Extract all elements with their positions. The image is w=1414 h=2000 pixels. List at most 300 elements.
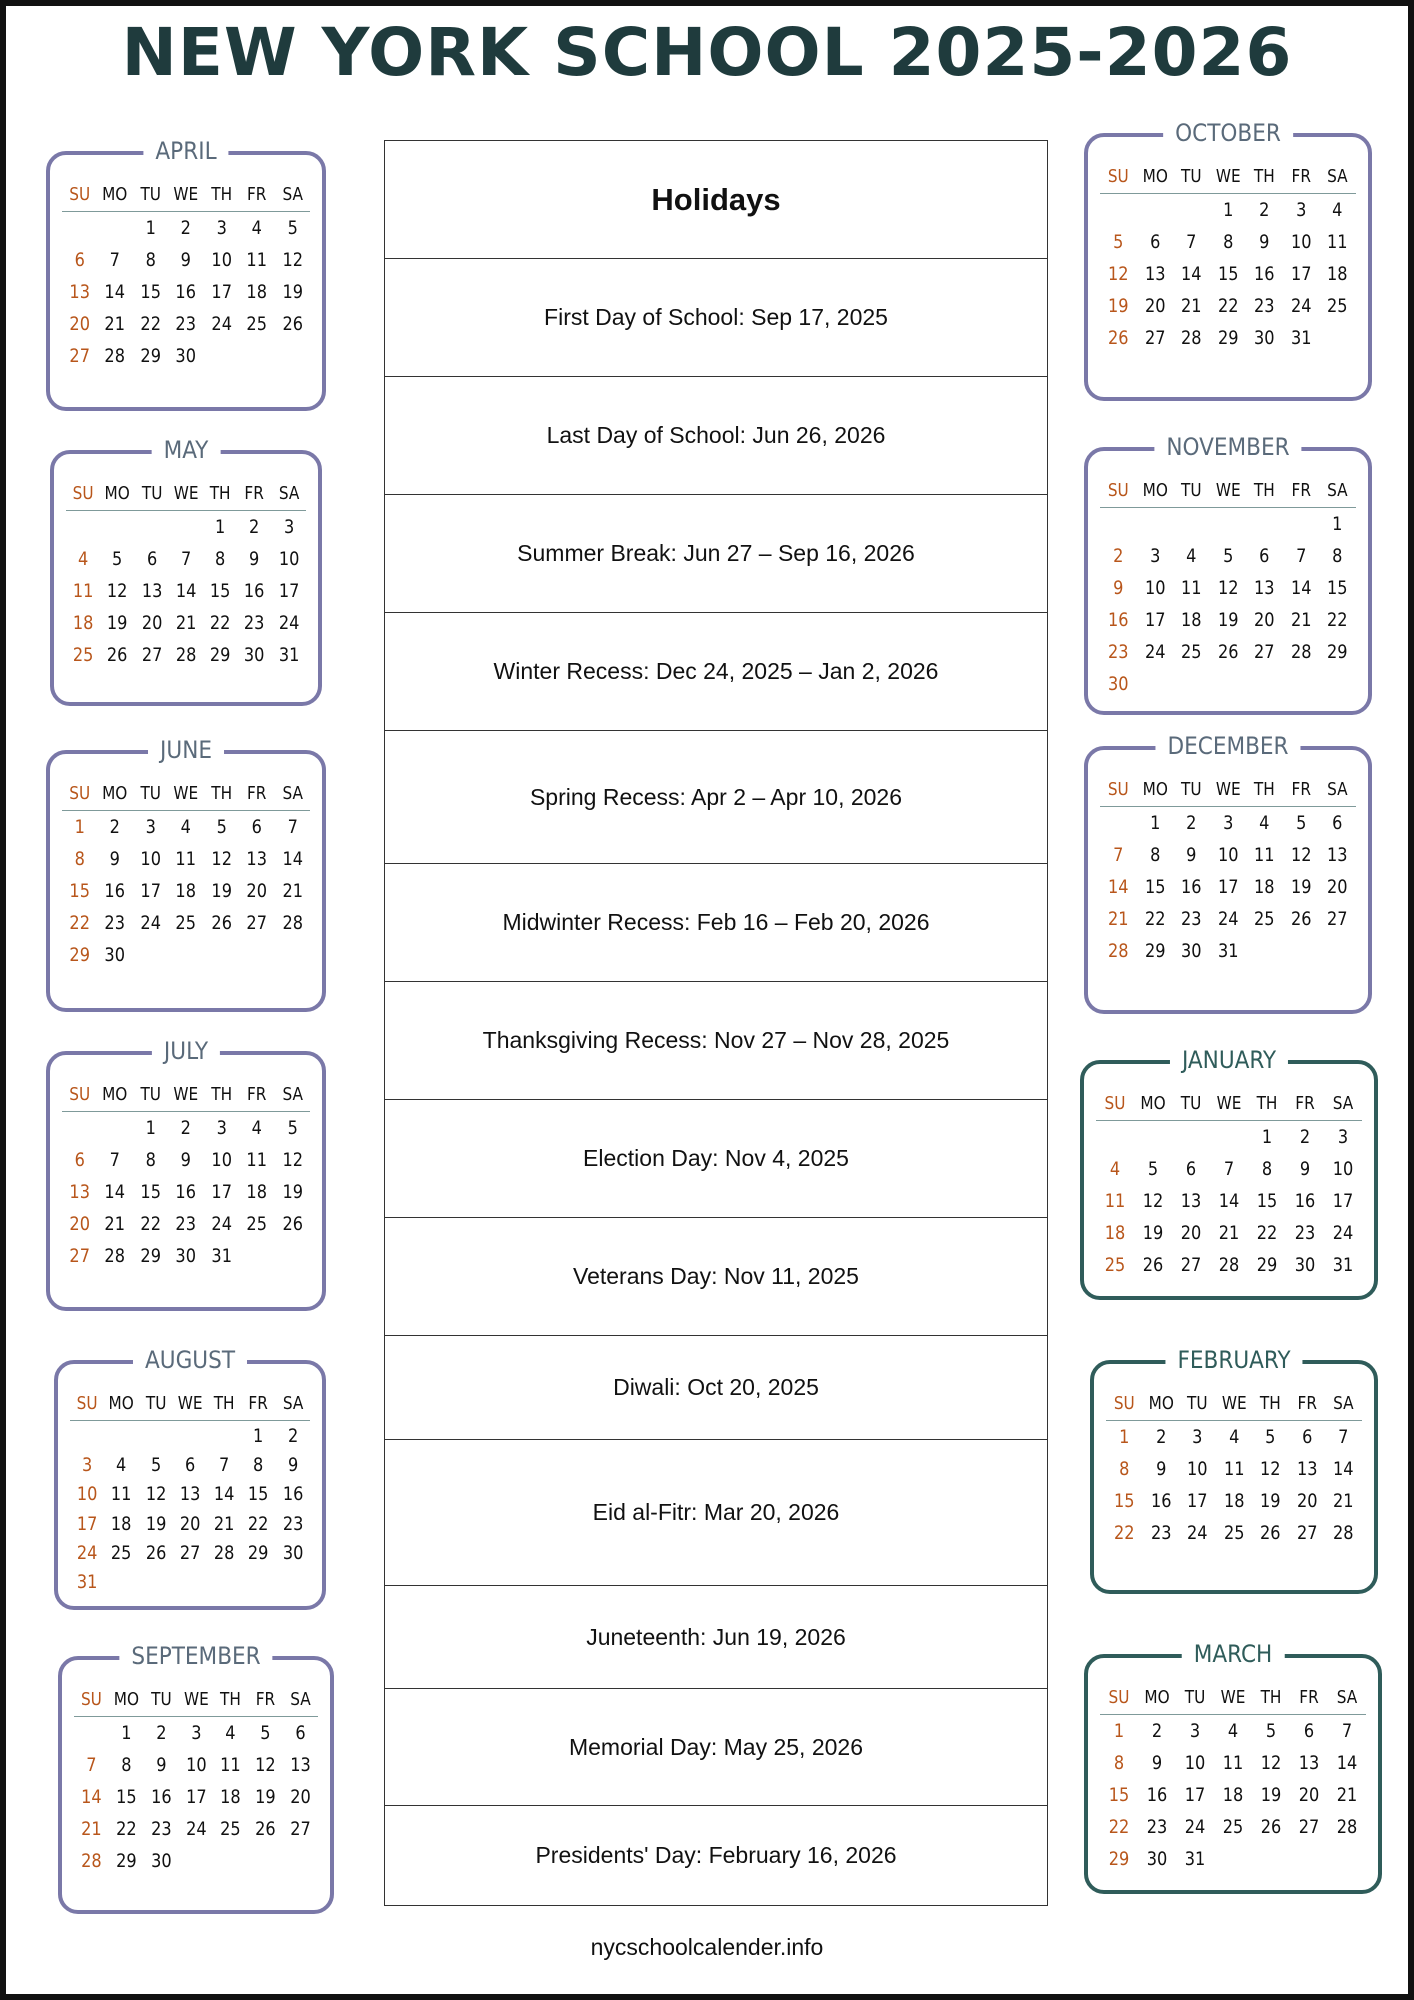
- calendar-day: 26: [1290, 908, 1312, 930]
- calendar-day: 2: [1155, 1426, 1166, 1448]
- calendar-day: 7: [109, 249, 121, 271]
- calendar-day: 2: [287, 1424, 298, 1447]
- calendar-day: 6: [1303, 1720, 1315, 1742]
- calendar-empty-cell: [1176, 508, 1207, 541]
- calendar-day: 15: [140, 1181, 161, 1203]
- calendar-day: 10: [1217, 844, 1239, 866]
- calendar-day: 21: [1290, 609, 1312, 631]
- calendar-day: 15: [140, 281, 161, 303]
- calendar-day: 29: [1256, 1254, 1278, 1276]
- weekday-header: MO: [1139, 772, 1170, 807]
- calendar-may: [50, 436, 322, 706]
- calendar-day: 8: [145, 1149, 156, 1171]
- calendar-day: 26: [281, 1213, 303, 1235]
- calendar-month-title: MARCH: [1182, 1636, 1285, 1672]
- weekday-header: TH: [1249, 473, 1280, 508]
- calendar-day: 17: [278, 580, 300, 602]
- weekday-header: TU: [1175, 1086, 1207, 1121]
- calendar-day: 30: [1146, 1848, 1168, 1870]
- calendar-empty-cell: [1322, 935, 1353, 967]
- calendar-day: 4: [1227, 1720, 1239, 1742]
- calendar-day: 9: [109, 848, 121, 870]
- calendar-day: 1: [145, 1117, 156, 1139]
- calendar-day: 13: [141, 580, 162, 602]
- weekday-header: WE: [1217, 1680, 1249, 1715]
- calendar-empty-cell: [242, 939, 272, 971]
- calendar-day: 3: [1189, 1720, 1201, 1742]
- calendar-day: 23: [175, 1213, 197, 1235]
- calendar-day: 24: [278, 612, 300, 634]
- weekday-header: TH: [206, 1077, 236, 1112]
- calendar-day: 22: [69, 912, 90, 934]
- calendar-empty-cell: [65, 212, 95, 245]
- calendar-day: 22: [209, 612, 231, 634]
- calendar-day: 24: [211, 1213, 232, 1235]
- calendar-day: 14: [1290, 577, 1312, 599]
- calendar-day: 31: [1217, 940, 1239, 962]
- calendar-empty-cell: [181, 1845, 211, 1877]
- weekday-header: WE: [1212, 772, 1243, 807]
- calendar-day: 13: [1254, 577, 1275, 599]
- weekday-header: TU: [137, 476, 166, 511]
- calendar-empty-cell: [277, 340, 307, 372]
- calendar-day: 8: [1119, 1458, 1130, 1480]
- calendar-empty-cell: [1249, 935, 1280, 967]
- calendar-grid: [70, 1386, 310, 1597]
- weekday-header: FR: [242, 1077, 272, 1112]
- calendar-day: 3: [1295, 199, 1307, 221]
- weekday-header: WE: [171, 776, 201, 811]
- calendar-empty-cell: [1175, 1121, 1207, 1154]
- calendar-day: 22: [115, 1818, 137, 1840]
- calendar-empty-cell: [73, 1421, 102, 1451]
- calendar-empty-cell: [251, 1845, 281, 1877]
- calendar-day: 16: [1108, 609, 1129, 631]
- calendar-day: 17: [76, 1512, 98, 1535]
- calendar-day: 6: [146, 548, 157, 570]
- calendar-day: 20: [179, 1512, 201, 1535]
- weekday-header: SU: [65, 776, 95, 811]
- calendar-day: 7: [180, 548, 192, 570]
- calendar-day: 17: [185, 1786, 207, 1808]
- calendar-day: 26: [145, 1541, 166, 1564]
- calendar-day: 29: [209, 644, 231, 666]
- calendar-day: 5: [1222, 545, 1234, 567]
- calendar-day: 26: [281, 313, 303, 335]
- weekday-header: TH: [206, 177, 236, 212]
- holiday-row: Midwinter Recess: Feb 16 – Feb 20, 2026: [385, 864, 1047, 982]
- calendar-day: 27: [1296, 1522, 1318, 1544]
- calendar-day: 10: [211, 1149, 232, 1171]
- calendar-day: 3: [145, 816, 156, 838]
- calendar-day: 20: [1327, 876, 1348, 898]
- holiday-row: First Day of School: Sep 17, 2025: [385, 259, 1047, 377]
- calendar-day: 2: [1151, 1720, 1163, 1742]
- calendar-day: 9: [180, 249, 192, 271]
- calendar-day: 20: [1298, 1784, 1320, 1806]
- calendar-day: 20: [69, 313, 90, 335]
- calendar-empty-cell: [1213, 1121, 1245, 1154]
- calendar-day: 6: [74, 249, 85, 271]
- calendar-empty-cell: [141, 1568, 170, 1597]
- holiday-row: Memorial Day: May 25, 2026: [385, 1689, 1047, 1806]
- calendar-day: 29: [69, 944, 90, 966]
- calendar-day: 10: [1184, 1752, 1206, 1774]
- calendar-day: 31: [1332, 1254, 1354, 1276]
- weekday-header: MO: [107, 1386, 136, 1421]
- calendar-day: 24: [76, 1541, 98, 1564]
- calendar-day: 31: [1184, 1848, 1206, 1870]
- calendar-grid: [1100, 159, 1356, 354]
- calendar-day: 4: [1186, 545, 1197, 567]
- calendar-empty-cell: [286, 1845, 316, 1877]
- calendar-day: 7: [1186, 231, 1197, 253]
- calendar-day: 11: [246, 1149, 268, 1171]
- calendar-day: 1: [1119, 1426, 1130, 1448]
- calendar-day: 12: [281, 1149, 303, 1171]
- calendar-day: 27: [1254, 641, 1275, 663]
- holiday-row: Last Day of School: Jun 26, 2026: [385, 377, 1047, 495]
- calendar-day: 21: [104, 1213, 126, 1235]
- calendar-day: 3: [216, 217, 227, 239]
- calendar-day: 28: [1181, 327, 1202, 349]
- calendar-day: 9: [1155, 1458, 1166, 1480]
- calendar-day: 25: [246, 1213, 268, 1235]
- calendar-day: 17: [1332, 1190, 1354, 1212]
- calendar-day: 9: [155, 1754, 167, 1776]
- calendar-empty-cell: [1249, 668, 1280, 700]
- weekday-header: TU: [1176, 772, 1207, 807]
- calendar-day: 9: [1151, 1752, 1163, 1774]
- calendar-day: 2: [180, 217, 192, 239]
- calendar-day: 27: [1327, 908, 1348, 930]
- calendar-day: 14: [1181, 263, 1202, 285]
- calendar-day: 16: [175, 1181, 197, 1203]
- calendar-day: 23: [1146, 1816, 1168, 1838]
- calendar-day: 25: [111, 1541, 132, 1564]
- weekday-header: TU: [1182, 1386, 1213, 1421]
- calendar-day: 1: [1332, 513, 1343, 535]
- calendar-day: 12: [1260, 1752, 1282, 1774]
- weekday-header: TH: [1255, 1386, 1286, 1421]
- calendar-day: 18: [246, 1181, 268, 1203]
- calendar-day: 21: [1333, 1490, 1354, 1512]
- calendar-day: 20: [290, 1786, 311, 1808]
- weekday-header: SA: [1322, 473, 1353, 508]
- calendar-day: 7: [1338, 1426, 1349, 1448]
- calendar-empty-cell: [103, 511, 132, 544]
- calendar-day: 20: [1254, 609, 1275, 631]
- calendar-day: 27: [1298, 1816, 1320, 1838]
- calendar-empty-cell: [1286, 935, 1317, 967]
- calendar-empty-cell: [1139, 668, 1170, 700]
- calendar-day: 14: [1218, 1190, 1240, 1212]
- calendar-day: 17: [1184, 1784, 1206, 1806]
- calendar-day: 11: [111, 1483, 132, 1506]
- calendar-empty-cell: [1139, 508, 1170, 541]
- calendar-day: 12: [1142, 1190, 1164, 1212]
- calendar-day: 5: [287, 1117, 298, 1139]
- calendar-day: 14: [1336, 1752, 1358, 1774]
- calendar-day: 14: [104, 1181, 126, 1203]
- weekday-header: SU: [65, 177, 95, 212]
- calendar-day: 28: [1336, 1816, 1358, 1838]
- calendar-day: 8: [1261, 1158, 1273, 1180]
- calendar-empty-cell: [277, 1240, 307, 1272]
- calendar-month-title: MAY: [152, 432, 221, 468]
- calendar-grid: [62, 177, 310, 372]
- calendar-day: 20: [69, 1213, 90, 1235]
- calendar-day: 1: [1222, 199, 1234, 221]
- calendar-day: 8: [253, 1453, 264, 1476]
- calendar-empty-cell: [107, 1421, 136, 1451]
- weekday-header: SA: [277, 776, 307, 811]
- weekday-header: MO: [1139, 159, 1170, 194]
- calendar-day: 26: [1108, 327, 1129, 349]
- calendar-day: 16: [1181, 876, 1202, 898]
- calendar-day: 23: [175, 313, 197, 335]
- calendar-day: 21: [1108, 908, 1129, 930]
- calendar-day: 9: [287, 1453, 298, 1476]
- calendar-day: 6: [74, 1149, 85, 1171]
- calendar-empty-cell: [107, 1568, 136, 1597]
- calendar-day: 9: [1186, 844, 1197, 866]
- calendar-day: 19: [1260, 1490, 1281, 1512]
- calendar-april: [46, 137, 326, 411]
- calendar-day: 14: [175, 580, 197, 602]
- calendar-day: 16: [282, 1483, 304, 1506]
- calendar-empty-cell: [1286, 668, 1317, 700]
- calendar-day: 25: [72, 644, 94, 666]
- calendar-day: 11: [1223, 1458, 1245, 1480]
- calendar-day: 31: [211, 1245, 232, 1267]
- calendar-grid: [1106, 1386, 1362, 1549]
- calendar-day: 5: [287, 217, 298, 239]
- calendar-day: 2: [1259, 199, 1270, 221]
- weekday-header: SA: [274, 476, 303, 511]
- calendar-day: 8: [74, 848, 85, 870]
- weekday-header: SU: [1103, 159, 1134, 194]
- weekday-header: WE: [1218, 1386, 1249, 1421]
- calendar-day: 31: [1290, 327, 1312, 349]
- calendar-day: 18: [1104, 1222, 1126, 1244]
- calendar-day: 23: [104, 912, 126, 934]
- calendar-day: 1: [1149, 812, 1160, 834]
- calendar-february: [1090, 1346, 1378, 1594]
- calendar-empty-cell: [1322, 322, 1353, 354]
- calendar-empty-cell: [100, 1112, 130, 1145]
- calendar-empty-cell: [210, 1568, 239, 1597]
- calendar-day: 31: [76, 1571, 98, 1594]
- calendar-empty-cell: [100, 212, 130, 245]
- calendar-day: 25: [220, 1818, 242, 1840]
- calendar-day: 27: [179, 1541, 201, 1564]
- calendar-day: 29: [248, 1541, 269, 1564]
- calendar-empty-cell: [244, 1568, 273, 1597]
- calendar-day: 20: [1296, 1490, 1318, 1512]
- calendar-day: 12: [1260, 1458, 1281, 1480]
- calendar-day: 1: [145, 217, 156, 239]
- weekday-header: WE: [171, 1077, 201, 1112]
- calendar-day: 14: [104, 281, 126, 303]
- calendar-day: 4: [1228, 1426, 1240, 1448]
- calendar-day: 5: [1147, 1158, 1159, 1180]
- calendar-day: 23: [1108, 641, 1129, 663]
- calendar-grid: [1100, 473, 1356, 700]
- calendar-day: 25: [246, 313, 268, 335]
- calendar-day: 5: [1113, 231, 1124, 253]
- weekday-header: SU: [73, 1386, 102, 1421]
- calendar-day: 28: [81, 1850, 102, 1872]
- calendar-day: 16: [175, 281, 197, 303]
- calendar-day: 7: [109, 1149, 121, 1171]
- holiday-row: Veterans Day: Nov 11, 2025: [385, 1218, 1047, 1336]
- weekday-header: SU: [69, 476, 98, 511]
- calendar-empty-cell: [210, 1421, 239, 1451]
- calendar-day: 29: [1217, 327, 1239, 349]
- calendar-day: 13: [290, 1754, 311, 1776]
- calendar-day: 19: [1290, 876, 1312, 898]
- calendar-day: 5: [216, 816, 227, 838]
- weekday-header: TH: [1249, 772, 1280, 807]
- calendar-november: [1084, 433, 1372, 715]
- calendar-day: 11: [1181, 577, 1202, 599]
- calendar-day: 4: [225, 1722, 236, 1744]
- weekday-header: TU: [1179, 1680, 1211, 1715]
- calendar-december: [1084, 732, 1372, 1014]
- calendar-day: 24: [185, 1818, 207, 1840]
- calendar-day: 25: [1254, 908, 1275, 930]
- weekday-header: SU: [1109, 1386, 1140, 1421]
- weekday-header: MO: [100, 776, 130, 811]
- calendar-day: 23: [1150, 1522, 1172, 1544]
- calendar-day: 14: [1333, 1458, 1354, 1480]
- calendar-empty-cell: [1249, 508, 1280, 541]
- calendar-day: 12: [1217, 577, 1239, 599]
- calendar-day: 19: [1108, 295, 1129, 317]
- calendar-day: 17: [211, 281, 232, 303]
- calendar-day: 3: [1222, 812, 1234, 834]
- calendar-day: 20: [141, 612, 162, 634]
- weekday-header: WE: [1212, 473, 1243, 508]
- calendar-day: 14: [213, 1483, 235, 1506]
- holiday-row: Juneteenth: Jun 19, 2026: [385, 1586, 1047, 1689]
- calendar-day: 28: [1290, 641, 1312, 663]
- calendar-september: [58, 1642, 334, 1914]
- calendar-day: 28: [1108, 940, 1129, 962]
- calendar-day: 10: [1144, 577, 1166, 599]
- calendar-day: 19: [107, 612, 128, 634]
- calendar-day: 29: [1327, 641, 1348, 663]
- calendar-day: 24: [1290, 295, 1312, 317]
- calendar-day: 5: [1265, 1720, 1277, 1742]
- calendar-june: [46, 736, 326, 1012]
- calendar-day: 18: [1327, 263, 1348, 285]
- calendar-day: 19: [281, 281, 303, 303]
- calendar-day: 2: [249, 516, 260, 538]
- calendar-day: 1: [74, 816, 85, 838]
- holiday-row: Diwali: Oct 20, 2025: [385, 1336, 1047, 1440]
- calendar-day: 22: [140, 1213, 161, 1235]
- calendar-day: 19: [145, 1512, 166, 1535]
- holiday-row: Winter Recess: Dec 24, 2025 – Jan 2, 2026: [385, 613, 1047, 731]
- calendar-day: 11: [72, 580, 94, 602]
- weekday-header: SU: [1103, 772, 1134, 807]
- calendar-day: 18: [220, 1786, 242, 1808]
- calendar-day: 12: [145, 1483, 166, 1506]
- calendar-day: 30: [104, 944, 126, 966]
- calendar-day: 4: [251, 1117, 262, 1139]
- calendar-day: 30: [1294, 1254, 1316, 1276]
- holidays-heading: Holidays: [385, 141, 1047, 259]
- calendar-day: 5: [260, 1722, 271, 1744]
- calendar-day: 8: [1222, 231, 1234, 253]
- weekday-header: SU: [1103, 473, 1134, 508]
- calendar-day: 2: [1186, 812, 1197, 834]
- calendar-day: 11: [246, 249, 268, 271]
- calendar-day: 10: [185, 1754, 207, 1776]
- calendar-empty-cell: [278, 1568, 307, 1597]
- calendar-day: 14: [281, 848, 303, 870]
- calendar-day: 30: [1254, 327, 1275, 349]
- calendar-day: 2: [1113, 545, 1124, 567]
- calendar-day: 22: [140, 313, 161, 335]
- calendar-day: 29: [1108, 1848, 1130, 1870]
- weekday-header: SU: [65, 1077, 95, 1112]
- calendar-day: 22: [248, 1512, 269, 1535]
- calendar-grid: [62, 1077, 310, 1272]
- calendar-day: 18: [111, 1512, 132, 1535]
- calendar-day: 7: [219, 1453, 230, 1476]
- weekday-header: MO: [1141, 1680, 1173, 1715]
- calendar-day: 21: [213, 1512, 235, 1535]
- weekday-header: FR: [242, 776, 272, 811]
- weekday-header: FR: [240, 476, 269, 511]
- calendar-empty-cell: [1255, 1843, 1287, 1875]
- calendar-day: 23: [1181, 908, 1202, 930]
- calendar-day: 6: [1259, 545, 1270, 567]
- calendar-august: [54, 1346, 326, 1610]
- calendar-day: 24: [140, 912, 161, 934]
- calendar-day: 16: [1150, 1490, 1172, 1512]
- calendar-day: 2: [1299, 1126, 1311, 1148]
- calendar-empty-cell: [1103, 807, 1134, 840]
- calendar-day: 14: [81, 1786, 102, 1808]
- weekday-header: FR: [1289, 1086, 1321, 1121]
- calendar-day: 18: [1222, 1784, 1244, 1806]
- calendar-empty-cell: [141, 1421, 170, 1451]
- calendar-day: 10: [278, 548, 300, 570]
- calendar-empty-cell: [1176, 194, 1207, 227]
- calendar-day: 25: [1104, 1254, 1126, 1276]
- calendar-day: 30: [282, 1541, 304, 1564]
- calendar-day: 4: [1259, 812, 1270, 834]
- calendar-day: 15: [1217, 263, 1239, 285]
- calendar-day: 13: [1298, 1752, 1320, 1774]
- calendar-day: 24: [1217, 908, 1239, 930]
- calendar-day: 25: [1327, 295, 1348, 317]
- calendar-day: 4: [1109, 1158, 1121, 1180]
- calendar-day: 22: [1217, 295, 1239, 317]
- holiday-row: Summer Break: Jun 27 – Sep 16, 2026: [385, 495, 1047, 613]
- calendar-day: 25: [1181, 641, 1202, 663]
- calendar-day: 13: [69, 281, 90, 303]
- calendar-day: 17: [1290, 263, 1312, 285]
- calendar-day: 21: [281, 880, 303, 902]
- calendar-day: 2: [109, 816, 121, 838]
- calendar-day: 5: [1295, 812, 1307, 834]
- weekday-header: FR: [244, 1386, 273, 1421]
